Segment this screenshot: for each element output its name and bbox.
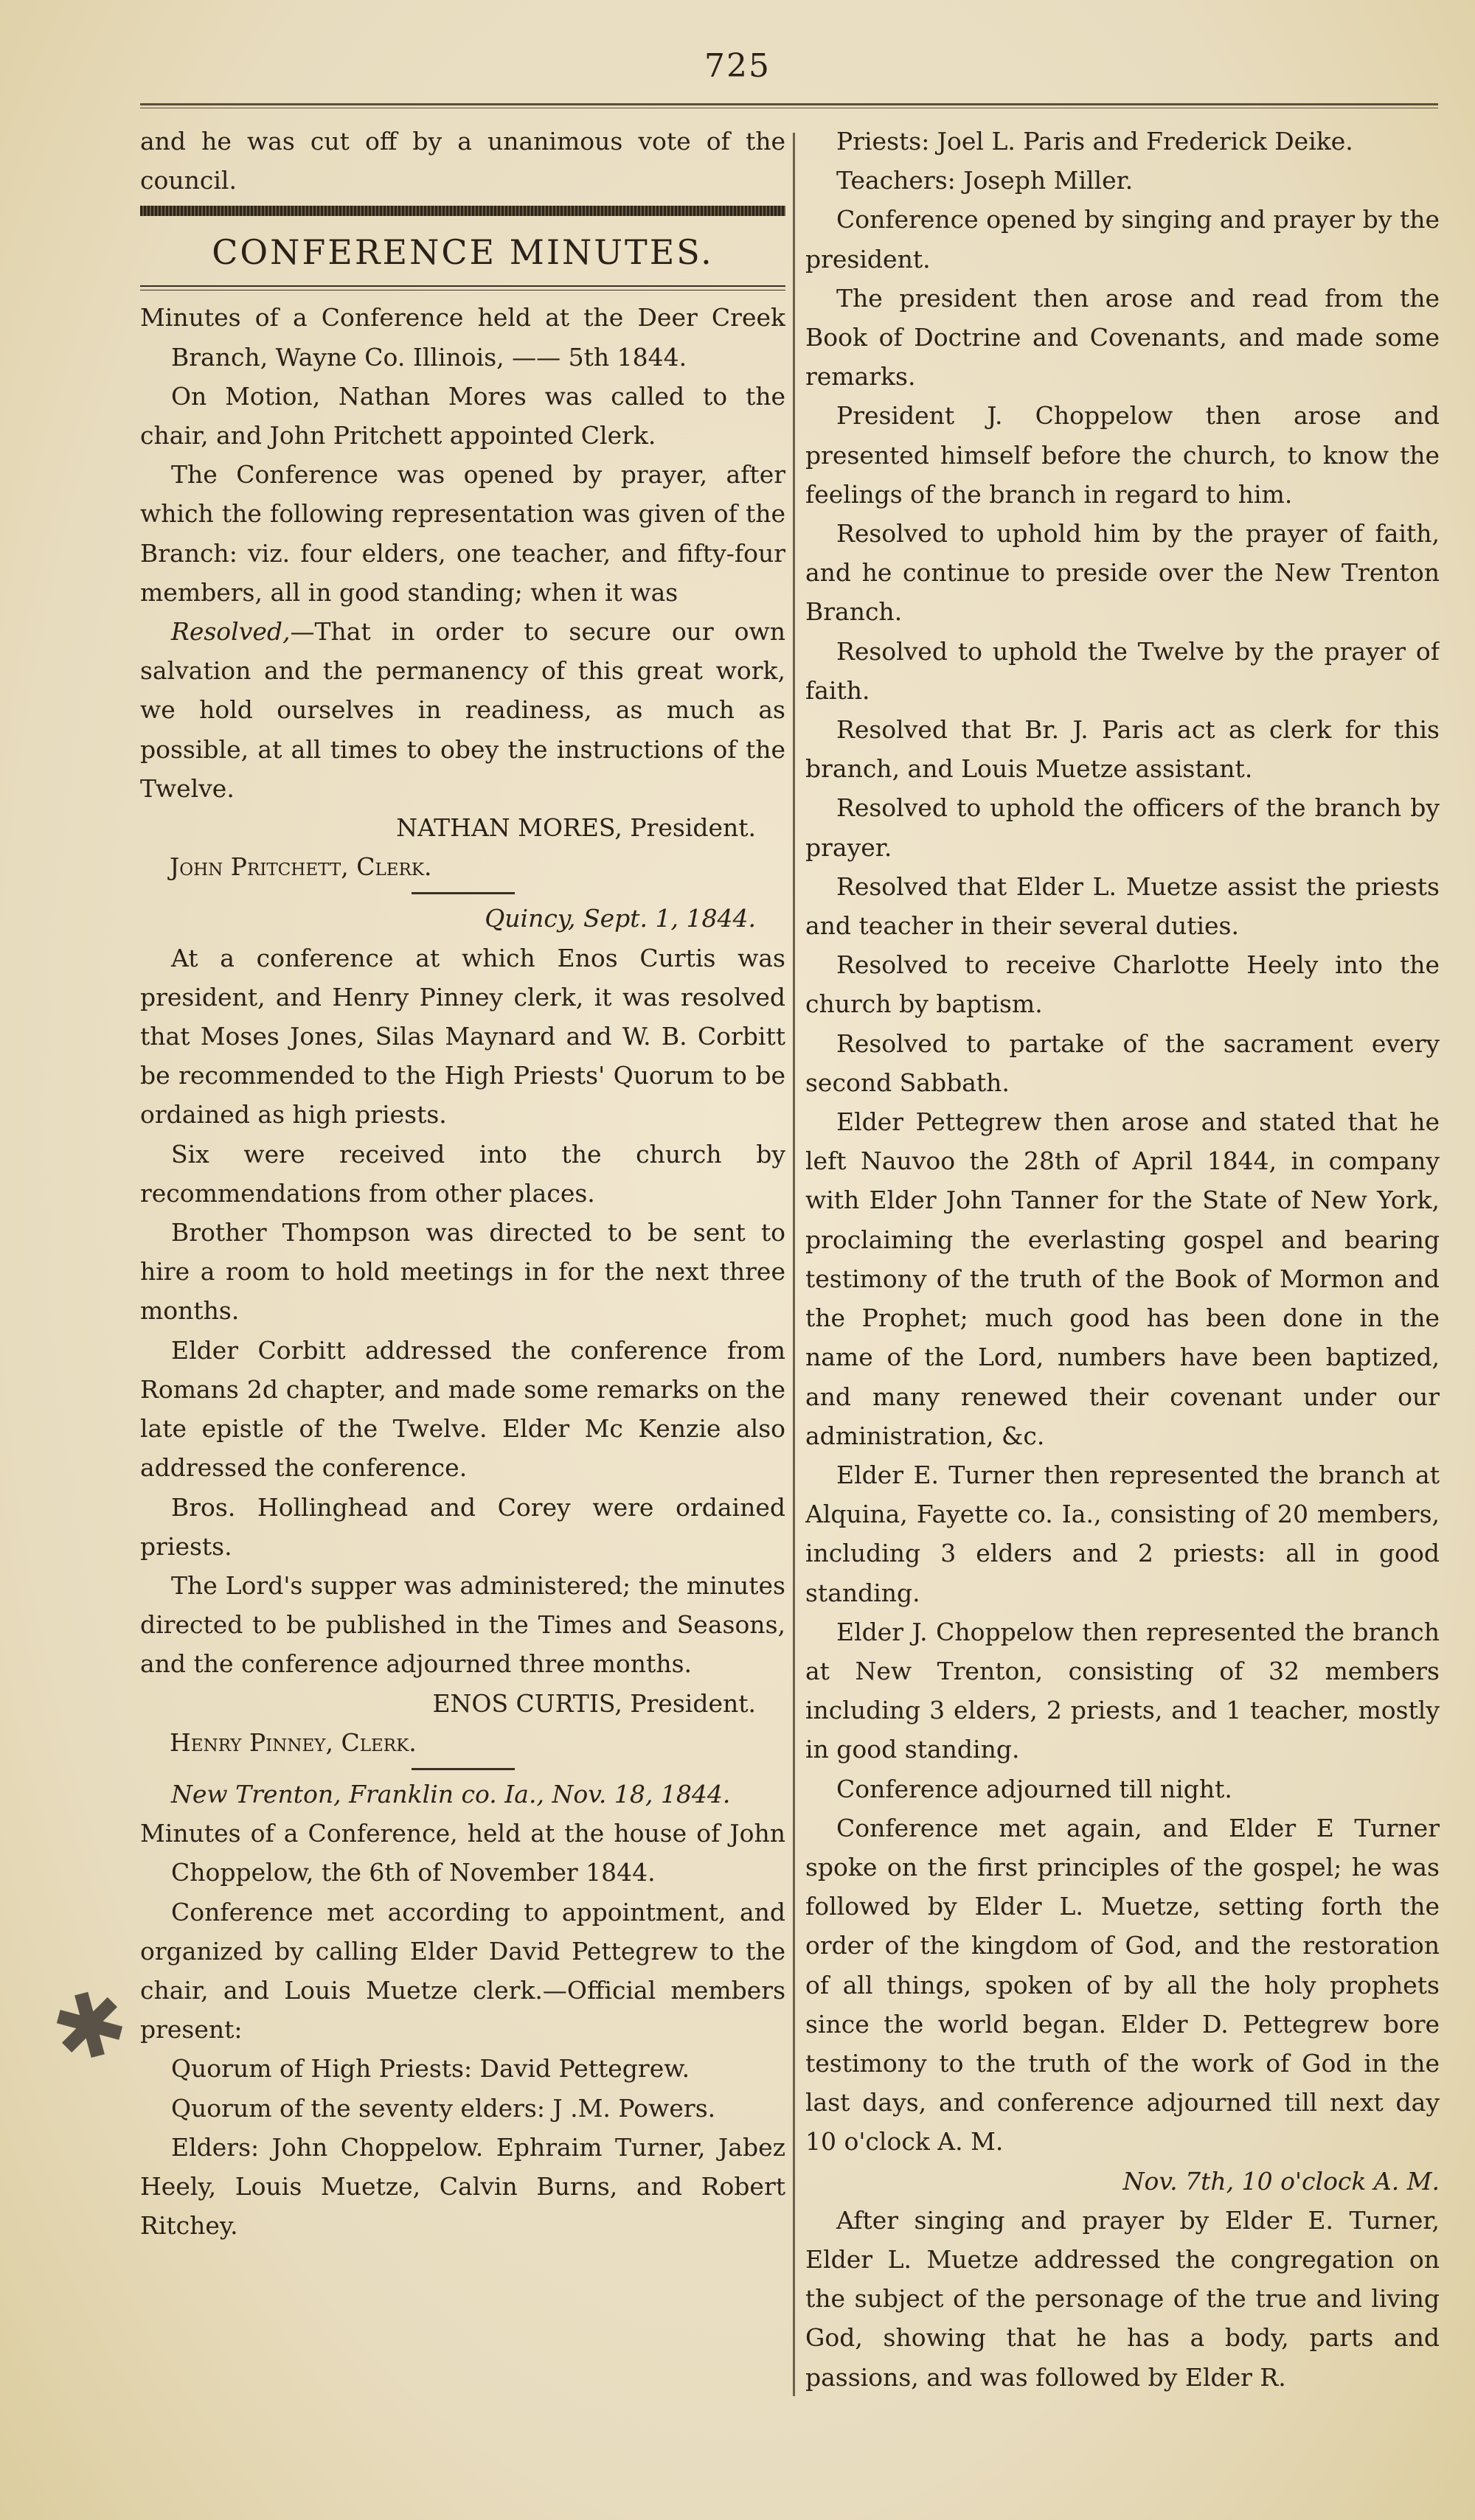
quincy-dateline: Quincy, Sept. 1, 1844. xyxy=(485,904,756,933)
new-trenton-p2: Quorum of High Priests: David Pettegrew. xyxy=(171,2054,690,2084)
new-trenton-p4: Elders: John Choppelow. Ephraim Turner, Jabez Heely, Louis Muetze, Calvin Burns, and Robert Ritchey. xyxy=(140,2132,785,2241)
resolved-word: Resolved, xyxy=(171,617,291,647)
heading-rule xyxy=(140,285,785,287)
deer-creek-president: NATHAN MORES, President. xyxy=(396,813,756,843)
right-paragraph: Resolved that Elder L. Muetze assist the priests and teacher in their several duties. xyxy=(805,871,1440,941)
handwritten-asterisk-mark: ✱ xyxy=(41,1968,139,2086)
left-column xyxy=(140,122,785,2481)
right-paragraph: Elder J. Choppelow then represented the branch at New Trenton, consisting of 32 members including 3 elders, 2 priests, and 1 teacher, mostly in good standing. xyxy=(805,1617,1440,1764)
deer-creek-clerk: John Pritchett, Clerk. xyxy=(170,852,432,882)
column-divider xyxy=(793,133,795,2396)
right-paragraph: Resolved that Br. J. Paris act as clerk for this branch, and Louis Muetze assistant. xyxy=(805,715,1440,784)
quincy-p3: Brother Thompson was directed to be sent to hire a room to hold meetings in for the next three months. xyxy=(140,1218,785,1326)
right-paragraph: Conference met again, and Elder E Turner spoke on the first principles of the gospel; he was followed by Elder L. Muetze, setting forth the order of the kingdom of God, and the restoration of all things, spoken of by all the holy prophets since the world began. Elder D. Pettegrew bore testimony to the truth of the work of God in the last days, and conference adjourned till next day 10 o'clock A. M. xyxy=(805,1813,1440,2157)
right-paragraph: The president then arose and read from the Book of Doctrine and Covenants, and made some remarks. xyxy=(805,283,1440,391)
right-paragraph: Resolved to partake of the sacrament every second Sabbath. xyxy=(805,1028,1440,1097)
new-trenton-intro: Minutes of a Conference, held at the house of John Choppelow, the 6th of November 1844. xyxy=(140,1819,785,1887)
resolved-text: —That in order to secure our own salvation and the permanency of this great work, we hold ourselves in readiness, as much as possible, at all times to obey the instructions of the Twelve. xyxy=(140,617,785,803)
right-paragraph: President J. Choppelow then arose and presented himself before the church, to know the feelings of the branch in regard to him. xyxy=(805,401,1440,509)
right-paragraph: Resolved to uphold the officers of the branch by prayer. xyxy=(805,793,1440,862)
quincy-p5: Bros. Hollinghead and Corey were ordained priests. xyxy=(140,1492,785,1561)
right-paragraph: Elder Pettegrew then arose and stated that he left Nauvoo the 28th of April 1844, in company with Elder John Tanner for the State of New York, proclaiming the everlasting gospel and bearing testimony of the truth of the Book of Mormon and the Prophet; much good has been done in the name of the Lord, numbers have been baptized, and many renewed their covenant under our administration, &c. xyxy=(805,1107,1440,1450)
priests-list: Priests: Joel L. Paris and Frederick Deike. xyxy=(836,127,1353,156)
right-paragraph: Resolved to uphold the Twelve by the prayer of faith. xyxy=(805,636,1440,705)
section-separator xyxy=(412,1768,515,1770)
new-trenton-p1: Conference met according to appointment, and organized by calling Elder David Pettegrew to the chair, and Louis Muetze clerk.—Official members present: xyxy=(140,1897,785,2044)
deer-creek-p2: The Conference was opened by prayer, after which the following representation was given of the Branch: viz. four elders, one teacher, and fifty-four members, all in good standing; when it was xyxy=(140,460,785,607)
page-number: 725 xyxy=(704,47,771,85)
teachers-list: Teachers: Joseph Miller. xyxy=(836,166,1134,195)
right-column xyxy=(805,122,1440,2481)
section-separator xyxy=(412,892,515,894)
opening-text: and he was cut off by a unanimous vote of the council. xyxy=(140,127,785,195)
right-paragraph: Resolved to uphold him by the prayer of faith, and he continue to preside over the New Trenton Branch. xyxy=(805,519,1440,627)
right-paragraph: Conference adjourned till night. xyxy=(836,1774,1232,1803)
quincy-clerk: Henry Pinney, Clerk. xyxy=(170,1727,417,1757)
new-trenton-dateline: New Trenton, Franklin co. Ia., Nov. 18, 1844. xyxy=(171,1779,731,1809)
quincy-president: ENOS CURTIS, President. xyxy=(432,1688,756,1718)
quincy-p1: At a conference at which Enos Curtis was president, and Henry Pinney clerk, it was resolved that Moses Jones, Silas Maynard and W. B. Corbitt be recommended to the High Priests' Quorum to be ordained as high priests. xyxy=(140,943,785,1130)
deer-creek-intro: Minutes of a Conference held at the Deer Creek Branch, Wayne Co. Illinois, —— 5th 1844. xyxy=(140,303,785,372)
right-final-paragraph: After singing and prayer by Elder E. Turner, Elder L. Muetze addressed the congregation on the subject of the personage of the true and living God, showing that he has a body, parts and passions, and was followed by Elder R. xyxy=(805,2205,1440,2392)
quincy-p4: Elder Corbitt addressed the conference from Romans 2d chapter, and made some remarks on the late epistle of the Twelve. Elder Mc Kenzie also addressed the conference. xyxy=(140,1335,785,1483)
right-paragraph: Resolved to receive Charlotte Heely into the church by baptism. xyxy=(805,950,1440,1019)
new-trenton-p3: Quorum of the seventy elders: J .M. Powers. xyxy=(171,2093,716,2123)
deer-creek-resolution xyxy=(140,612,785,808)
right-paragraph: Elder E. Turner then represented the branch at Alquina, Fayette co. Ia., consisting of 20 members, including 3 elders and 2 priests: all in good standing. xyxy=(805,1460,1440,1607)
quincy-p2: Six were received into the church by recommendations from other places. xyxy=(140,1139,785,1208)
header-rule xyxy=(140,103,1438,105)
right-paragraph: Conference opened by singing and prayer by the president. xyxy=(805,205,1440,274)
right-dateline: Nov. 7th, 10 o'clock A. M. xyxy=(1122,2166,1440,2196)
deer-creek-p1: On Motion, Nathan Mores was called to the chair, and John Pritchett appointed Clerk. xyxy=(140,381,785,450)
section-heading: CONFERENCE MINUTES. xyxy=(212,232,714,273)
ornamental-rule xyxy=(140,206,785,216)
quincy-p6: The Lord's supper was administered; the minutes directed to be published in the Times and Seasons, and the conference adjourned three months. xyxy=(140,1570,785,1679)
